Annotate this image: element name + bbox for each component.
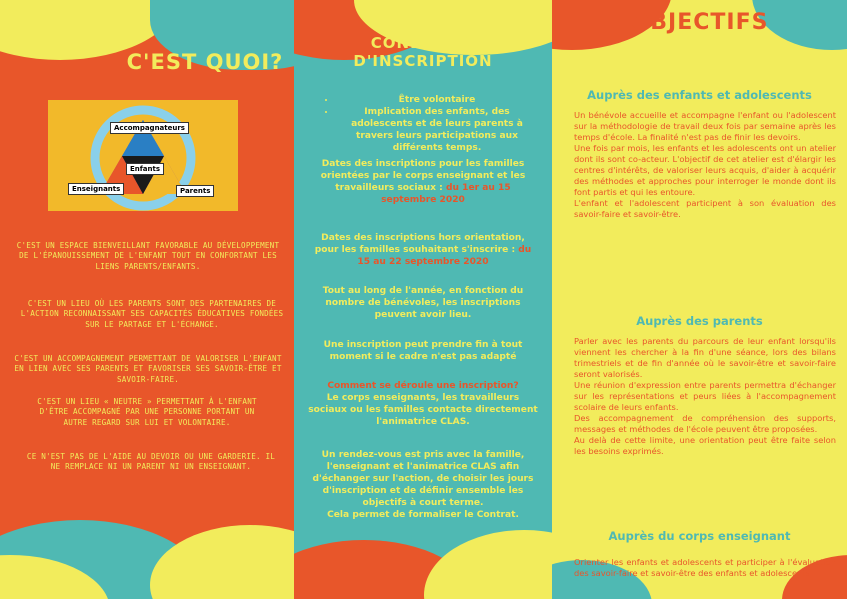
diagram-label-enseignants: Enseignants — [68, 183, 124, 195]
panel-objectifs — [552, 0, 847, 599]
dates-highlight: du 1er au 15 septembre 2020 — [381, 183, 511, 205]
section-heading-enseignants: Auprès du corps enseignant — [608, 529, 791, 543]
diagram-label-parents: Parents — [176, 185, 214, 197]
section-heading-enfants: Auprès des enfants et adolescents — [587, 88, 812, 102]
objectifs-title: OBJECTIFS — [630, 10, 769, 35]
list-item: • Implication des enfants, des adolescents et de leurs parents à travers leurs participations aux différents temps. — [336, 106, 538, 154]
decor-blob — [150, 525, 294, 599]
paragraph-text: Des accompagnement de compréhension des supports, messages et méthodes de l'école peuvent être proposées. — [574, 413, 836, 434]
partners-diagram — [48, 100, 238, 211]
rendez-vous — [308, 449, 538, 521]
section-body-enseignants — [574, 557, 836, 579]
paragraph-text: Une réunion d'expression entre parents permettra d'échanger sur les représentations et peurs liées à l'accompagnement scolaire de leurs enfants. — [574, 380, 836, 412]
section-body-parents — [574, 336, 836, 457]
dates-orientation — [308, 158, 538, 206]
cest-quoi-paragraph-5 — [20, 452, 282, 473]
question-heading: Comment se déroule une inscription? — [327, 381, 519, 391]
dates-text: Dates des inscriptions pour les familles orientées par le corps enseignant et les travailleurs sociaux : — [320, 159, 526, 193]
paragraph-text: C'EST UN LIEU OÙ LES PARENTS SONT DES PARTENAIRES DE L'ACTION RECONNAISSANT SES CAPACITÉS ÉDUCATIVES FONDÉES SUR LE PARTAGE ET L'ÉCHANGE. — [20, 299, 284, 329]
paragraph-text: C'EST UN ACCOMPAGNEMENT PERMETTANT DE VALORISER L'ENFANT EN LIEN AVEC SES PARENTS ET FAVORISER SES SAVOIR-ÊTRE ET SAVOIR-FAIRE. — [14, 354, 282, 384]
paragraph-text: Le corps enseignants, les travailleurs sociaux ou les familles contacte directement l'animatrice CLAS. — [308, 393, 538, 427]
paragraph-text: Une fois par mois, les enfants et les adolescents ont un atelier dont ils sont co-acteur. L'objectif de cet atelier est d'élargir les centres d'intérêts, de valoriser leurs acquis, d'aider à acquérir des méthodes et approches pour interroger le monde dont ils font partis et qui les entoure. — [574, 143, 836, 197]
cest-quoi-paragraph-1 — [12, 241, 284, 272]
decor-blob — [424, 530, 552, 599]
list-item: • Être volontaire — [336, 94, 538, 106]
conditions-list — [308, 94, 538, 154]
inscription-fin — [308, 339, 538, 363]
dates-highlight: du 15 au 22 septembre 2020 — [357, 245, 532, 267]
paragraph-text: C'EST UN ESPACE BIENVEILLANT FAVORABLE AU DÉVELOPPEMENT DE L'ÉPANOUISSEMENT DE L'ENFANT TOUT EN CONFORTANT LES LIENS PARENTS/ENFANTS. — [16, 241, 280, 271]
inscription-annee — [308, 285, 538, 321]
diagram-label-accompagnateurs: Accompagnateurs — [110, 122, 189, 134]
diagram-label-enfants: Enfants — [126, 163, 164, 175]
panel-cest-quoi — [0, 0, 294, 599]
paragraph-text: Orienter les enfants et adolescents et participer à l'évaluation des savoir-faire et savoir-être des enfants et adolescents. — [574, 557, 836, 578]
inscription-deroulement — [308, 380, 538, 428]
cest-quoi-title: C'EST QUOI? — [126, 50, 284, 74]
paragraph-text: Parler avec les parents du parcours de leur enfant lorsqu'ils viennent les chercher à la fin d'une séance, lors des bilans trimestriels et de fin d'année où le savoir-être et savoir-faire seront valorisés. — [574, 336, 836, 379]
paragraph-text: C'EST UN LIEU « NEUTRE » PERMETTANT À L'ENFANT D'ÊTRE ACCOMPAGNÉ PAR UNE PERSONNE PORTANT UN AUTRE REGARD SUR LUI ET VOLONTAIRE. — [37, 397, 257, 427]
section-body-enfants — [574, 110, 836, 220]
paragraph-text: Cela permet de formaliser le Contrat. — [327, 510, 519, 520]
paragraph-text: Un bénévole accueille et accompagne l'enfant ou l'adolescent sur la méthodologie de travail deux fois par semaine après les temps d'école. La finalité n'est pas de finir les devoirs. — [574, 110, 836, 142]
panel-condition-inscription — [294, 0, 552, 599]
title-line: D'INSCRIPTION — [353, 52, 493, 70]
paragraph-text: CE N'EST PAS DE L'AIDE AU DEVOIR OU UNE GARDERIE. IL NE REMPLACE NI UN PARENT NI UN ENSEIGNANT. — [26, 452, 276, 472]
title-line: CONDITION — [370, 34, 476, 52]
dates-text: Dates des inscriptions hors orientation, pour les familles souhaitant s'inscrire : — [314, 233, 525, 255]
paragraph-text: Une inscription peut prendre fin à tout moment si le cadre n'est pas adapté — [323, 340, 523, 362]
paragraph-text: Tout au long de l'année, en fonction du nombre de bénévoles, les inscriptions peuvent avoir lieu. — [322, 286, 524, 320]
cest-quoi-paragraph-3 — [12, 354, 284, 385]
section-heading-parents: Auprès des parents — [636, 314, 763, 328]
paragraph-text: Un rendez-vous est pris avec la famille, l'enseignant et l'animatrice CLAS afin d'échanger sur l'action, de choisir les jours d'inscription et de définir ensemble les objectifs à court terme. — [312, 450, 534, 508]
paragraph-text: L'enfant et l'adolescent participent à son évaluation des savoir-faire et savoir-être. — [574, 198, 836, 219]
dates-hors-orientation — [308, 232, 538, 268]
cest-quoi-paragraph-2 — [20, 299, 284, 330]
cest-quoi-paragraph-4 — [28, 397, 266, 428]
condition-inscription-title — [294, 34, 552, 70]
paragraph-text: Au delà de cette limite, une orientation peut être faite selon les besoins exprimés. — [574, 435, 836, 456]
